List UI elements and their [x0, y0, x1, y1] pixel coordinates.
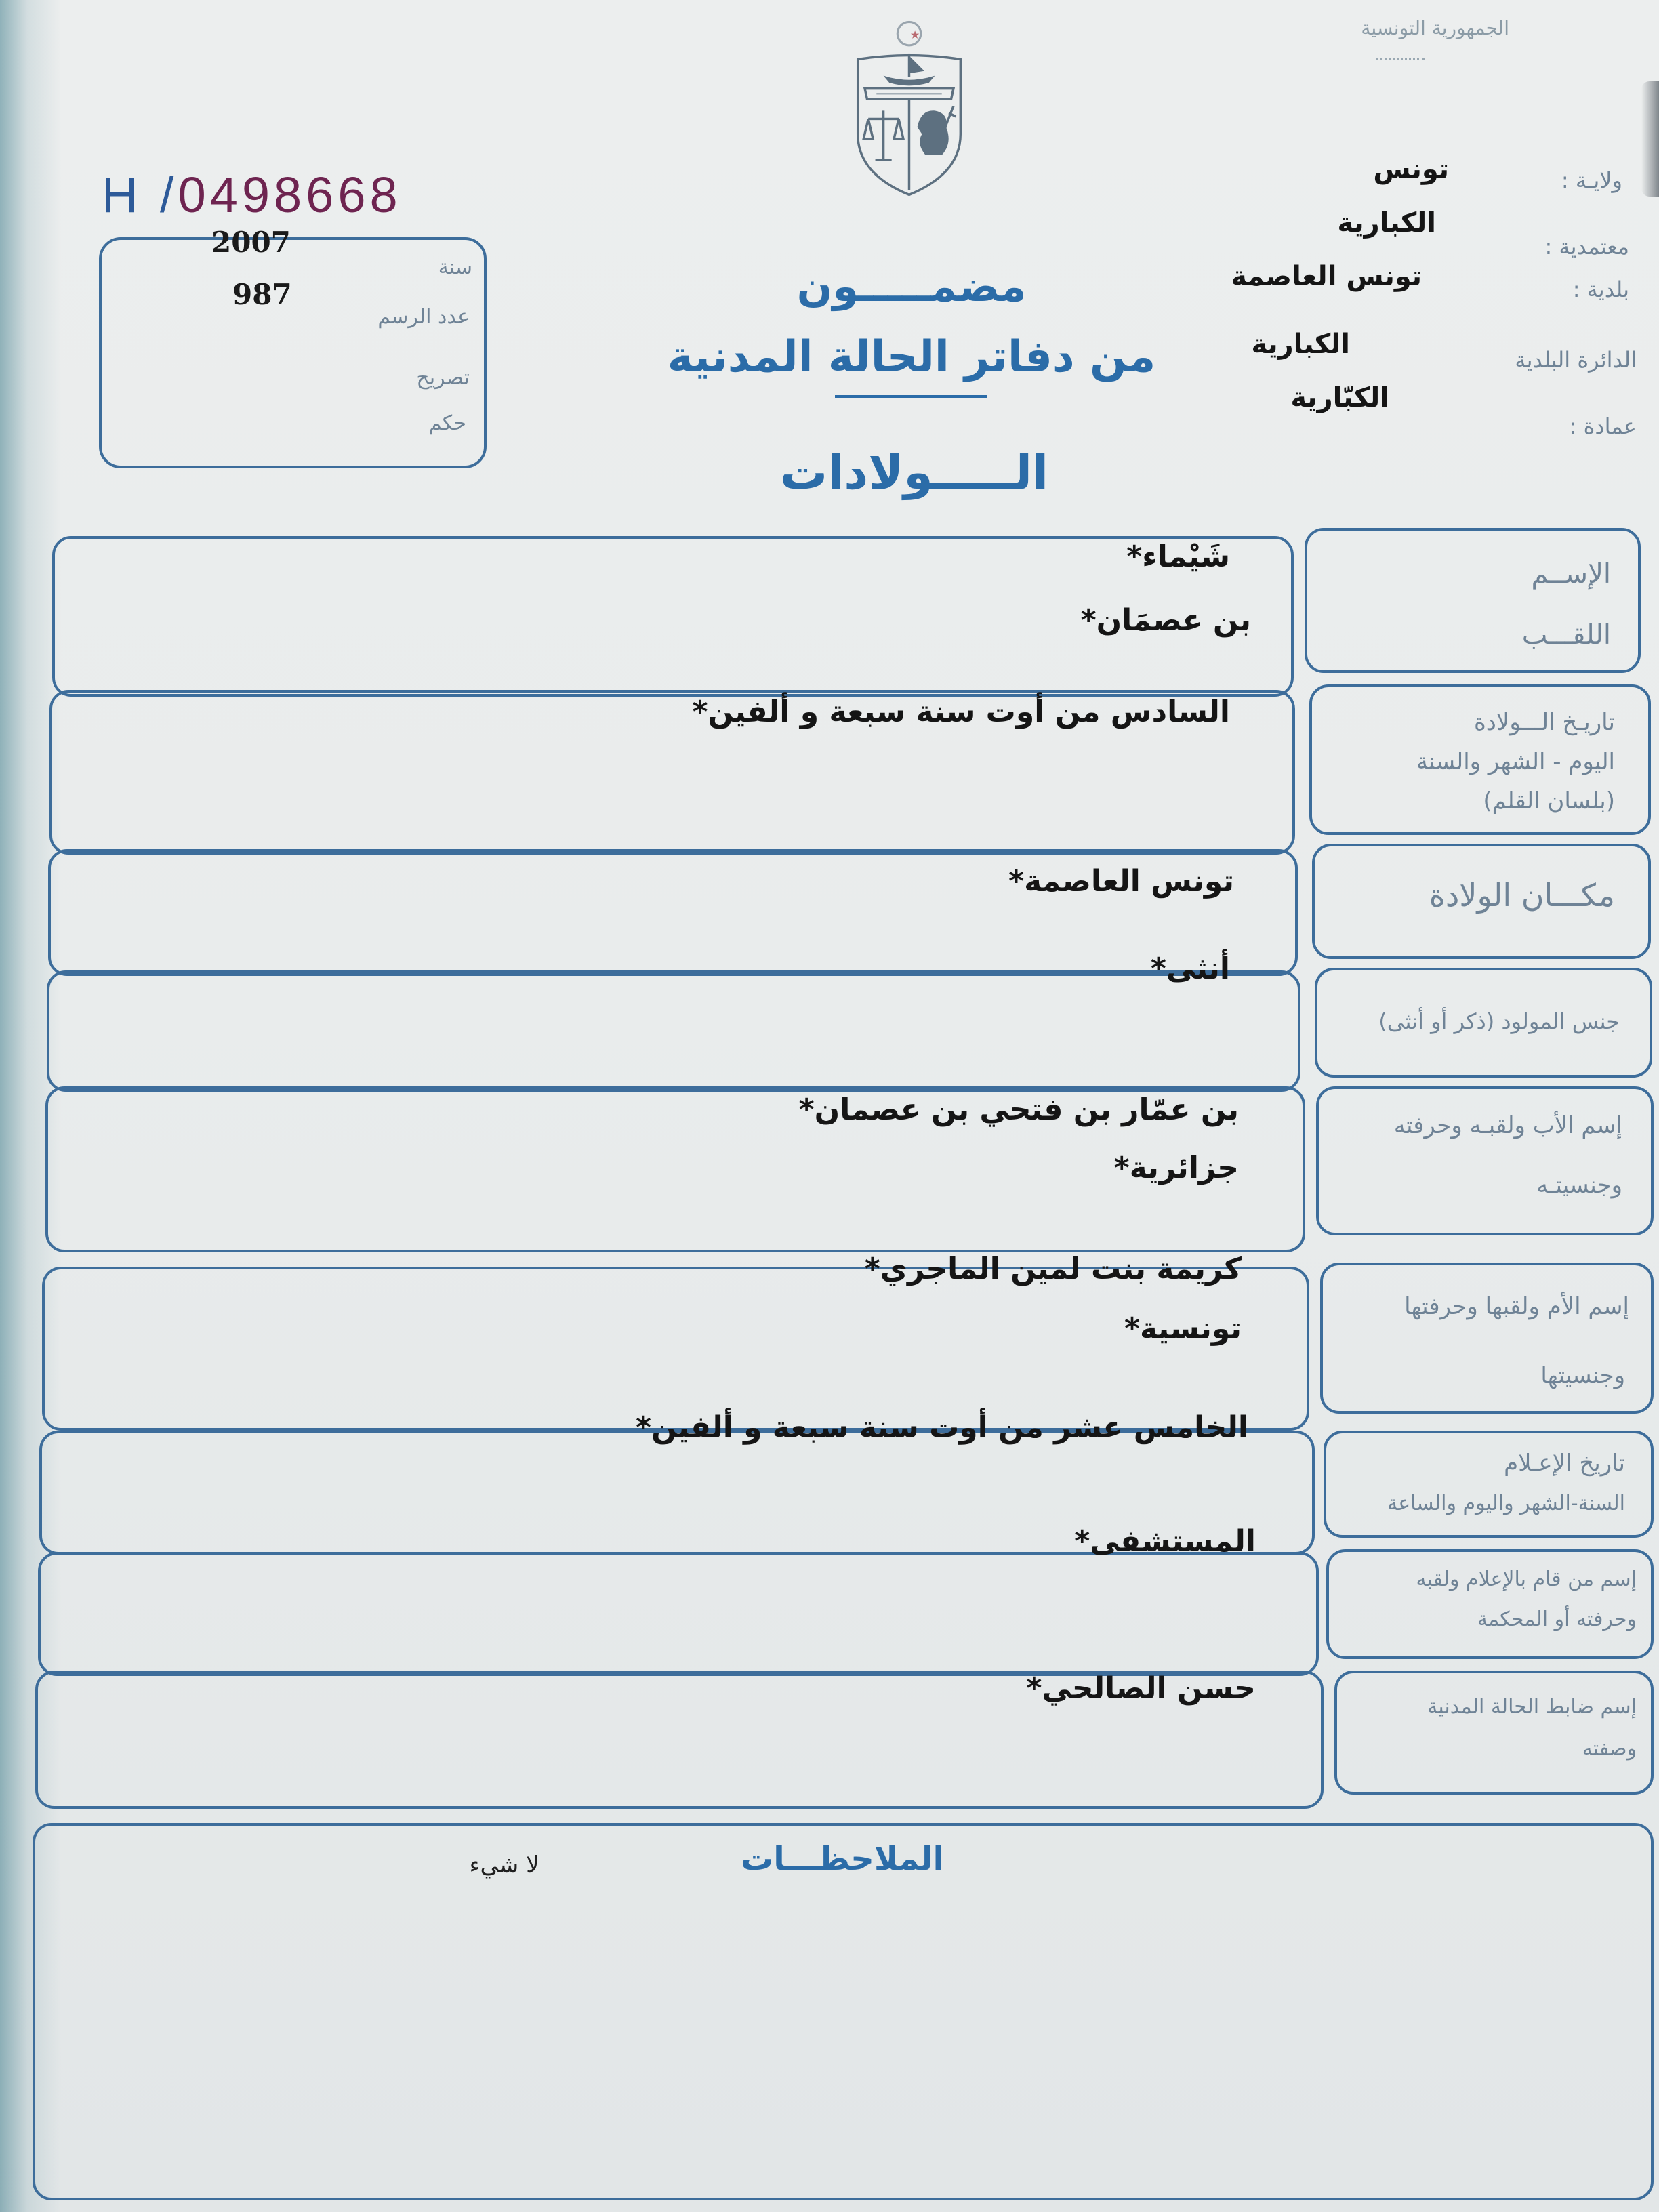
mother-name-value: كريمة بنت لمين الماجري*	[864, 1252, 1242, 1286]
row-declaration-date-label-box	[1324, 1431, 1654, 1538]
remarks-box	[33, 1823, 1654, 2200]
birth-date-in-words-label: (بلسان القلم)	[1483, 787, 1615, 815]
republic-heading: الجمهورية التونسية	[1361, 17, 1509, 39]
sector-value: الكبّارية	[1290, 382, 1389, 413]
municipality-value: تونس العاصمة	[1231, 261, 1422, 292]
row-father-label-box	[1316, 1086, 1654, 1235]
governorate-value: تونس	[1373, 154, 1449, 185]
sex-value: أنثى*	[1150, 951, 1230, 986]
serial-prefix: H /	[102, 167, 178, 223]
first-name-label: الإســم	[1531, 558, 1611, 590]
officer-label: إسم ضابط الحالة المدنية	[1427, 1695, 1637, 1719]
governorate-label: ولايـة :	[1561, 167, 1622, 193]
registry-judgment-label: حكم	[428, 411, 466, 435]
section-title-births: الـــــولادات	[779, 445, 1049, 500]
declaration-date-label: تاريخ الإعـلام	[1504, 1450, 1625, 1477]
registry-record-label: عدد الرسم	[377, 305, 470, 329]
emblem-ship	[884, 54, 935, 85]
declarant-value: المستشفى*	[1074, 1524, 1256, 1559]
father-nationality-value: جزائرية*	[1113, 1151, 1239, 1185]
registry-record-value: 987	[232, 278, 292, 311]
row-declarant-value-box	[38, 1552, 1319, 1676]
declarant-occupation-label: وحرفته أو المحكمة	[1477, 1607, 1637, 1631]
declaration-date-value: الخامس عشر من أوت سنة سبعة و ألفين*	[635, 1410, 1248, 1445]
birth-place-value: تونس العاصمة*	[1008, 864, 1234, 899]
declaration-date-format-label: السنة-الشهر واليوم والساعة	[1387, 1492, 1625, 1515]
mother-nationality-label: وجنسيتها	[1540, 1362, 1625, 1389]
delegation-label: معتمدية :	[1544, 234, 1629, 260]
republic-heading-rule	[1376, 58, 1425, 60]
municipality-label: بلدية :	[1572, 276, 1629, 302]
row-officer-label-box	[1334, 1671, 1654, 1795]
mother-nationality-value: تونسية*	[1124, 1311, 1242, 1346]
emblem-lion	[918, 106, 956, 155]
registry-year-label: سنة	[438, 255, 472, 279]
remarks-label: الملاحظـــات	[741, 1840, 944, 1878]
birth-date-format-label: اليوم - الشهر والسنة	[1416, 748, 1615, 775]
document-subtitle: من دفاتر الحالة المدنية	[667, 332, 1156, 382]
serial-digits: 0498668	[178, 167, 402, 223]
serial-number	[102, 166, 402, 224]
father-name-label: إسم الأب ولقبـه وحرفته	[1393, 1112, 1622, 1139]
father-name-value: بن عمّار بن فتحي بن عصمان*	[798, 1092, 1239, 1127]
emblem-scales	[863, 110, 903, 159]
registry-declaration-label: تصريح	[416, 366, 470, 390]
registry-year-value: 2007	[211, 226, 291, 259]
sex-label: جنس المولود (ذكر أو أنثى)	[1378, 1008, 1620, 1034]
document-title: مضمـــــون	[796, 262, 1027, 311]
page-edge-fold	[1641, 81, 1659, 197]
row-mother-value-box	[42, 1267, 1309, 1431]
emblem-crescent-star	[897, 22, 920, 45]
district-value: الكبارية	[1251, 329, 1350, 360]
row-sex-value-box	[47, 970, 1300, 1092]
row-declarant-label-box	[1326, 1549, 1654, 1659]
father-nationality-label: وجنسيتـه	[1536, 1172, 1622, 1199]
remarks-value: لا شيء	[469, 1851, 539, 1879]
subtitle-underline	[835, 395, 987, 398]
tunisia-coat-of-arms-icon	[851, 20, 968, 201]
officer-value: حسن الصالحي*	[1026, 1671, 1256, 1706]
officer-title-label: وصفته	[1582, 1737, 1637, 1761]
first-name-value: شَيْماء*	[1126, 539, 1230, 574]
emblem-banner	[865, 89, 954, 100]
declarant-label: إسم من قام بالإعلام ولقبه	[1416, 1568, 1637, 1591]
district-label: الدائرة البلدية	[1515, 347, 1637, 373]
birth-place-label: مكـــان الولادة	[1429, 877, 1615, 914]
sector-label: عمادة :	[1569, 413, 1637, 439]
row-mother-label-box	[1320, 1263, 1654, 1414]
surname-value: بن عصمَان*	[1080, 603, 1251, 638]
surname-label: اللقـــب	[1521, 619, 1611, 651]
birth-date-label: تاريـخ الـــولادة	[1473, 709, 1615, 736]
delegation-value: الكبارية	[1337, 207, 1436, 239]
birth-date-value: السادس من أوت سنة سبعة و ألفين*	[692, 695, 1230, 729]
mother-name-label: إسم الأم ولقبها وحرفتها	[1404, 1293, 1629, 1320]
